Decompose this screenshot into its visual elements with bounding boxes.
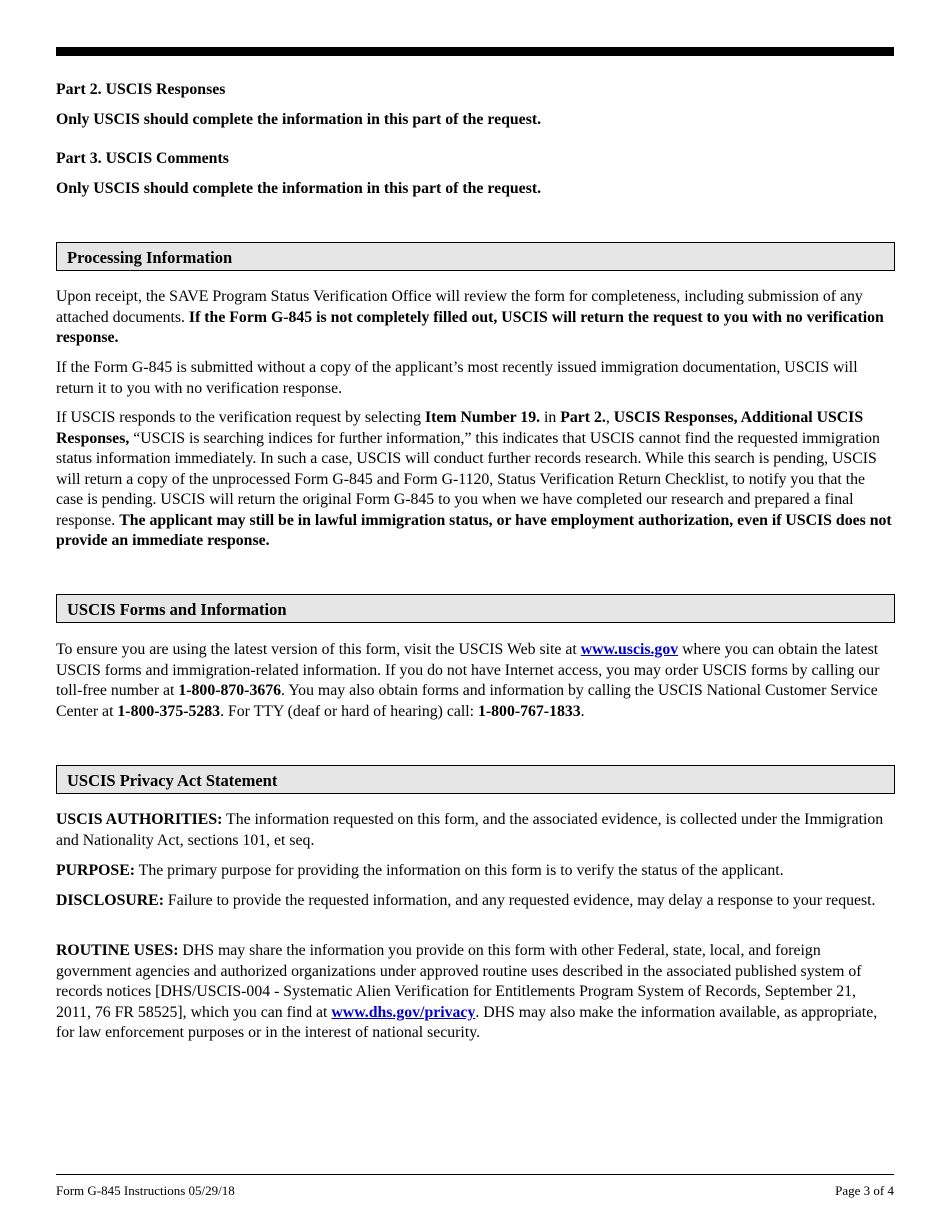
p3-g: “USCIS is searching indices for further information,” this indicates that USCIS cannot find the requested immigration status information immediately. In such a case, USCIS will conduct further records research. While this search is pending, USCIS will return a copy of the unprocessed Form G-845 and Form G-1120, Status Verification Return Checklist, to notify you that the case is pending. USCIS will return the original Form G-845 to you when we have completed our research and prepared a final response.	[56, 429, 880, 529]
privacy-header: USCIS Privacy Act Statement	[56, 765, 895, 794]
part2-note: Only USCIS should complete the information in this part of the request.	[56, 111, 542, 128]
processing-header: Processing Information	[56, 242, 895, 271]
processing-p1-bold: If the Form G-845 is not completely filled out, USCIS will return the request to you with no verification response.	[56, 308, 884, 346]
processing-paragraph-1	[56, 287, 894, 349]
disclosure-label: DISCLOSURE:	[56, 892, 164, 909]
p3-item-number: Item Number 19.	[424, 409, 541, 426]
part3-title: Part 3. USCIS Comments	[56, 150, 229, 167]
routine-text-1: DHS may share the information you provide on this form with other Federal, state, local, and foreign government agencies and authorized organizations under approved routine uses described in the associated published system of records notices [DHS/USCIS-004 - Systematic Alien Verification for Entitlements Program System of Records, September 21, 2011, 76 FR 58525], which you can find at	[56, 942, 862, 1021]
phone-tty: 1-800-767-1833	[478, 702, 581, 720]
forms-t2: where you can obtain the latest USCIS forms and immigration-related information. If you do not have Internet access, you may order USCIS forms by calling our toll-free number at	[56, 641, 880, 699]
forms-t3: . You may also obtain forms and information by calling the USCIS National Customer Service Center at	[56, 682, 878, 720]
forms-t4: . For TTY (deaf or hard of hearing) call:	[220, 702, 478, 720]
phone-ncsc: 1-800-375-5283	[117, 702, 221, 720]
p3-e: ,	[605, 409, 614, 426]
footer-form-id: Form G-845 Instructions 05/29/18	[56, 1183, 235, 1198]
privacy-authorities	[56, 810, 894, 851]
routine-label: ROUTINE USES:	[56, 942, 179, 959]
privacy-purpose	[56, 861, 894, 882]
processing-paragraph-3	[56, 408, 894, 552]
top-rule	[56, 47, 894, 56]
p3-part: Part 2.	[560, 409, 606, 426]
part2-title: Part 2. USCIS Responses	[56, 81, 226, 98]
p3-a: If USCIS responds to the verification request by selecting	[56, 409, 425, 426]
routine-text-2: . DHS may also make the information available, as appropriate, for law enforcement purposes or in the interest of national security.	[56, 1003, 878, 1041]
processing-paragraph-2: If the Form G-845 is submitted without a copy of the applicant’s most recently issued immigration documentation, USCIS will return it to you with no verification response.	[56, 359, 858, 397]
forms-t5: .	[580, 702, 585, 720]
forms-t1: To ensure you are using the latest version of this form, visit the USCIS Web site at	[56, 641, 581, 658]
dhs-privacy-link[interactable]: www.dhs.gov/privacy	[331, 1003, 476, 1021]
footer-rule	[56, 1174, 894, 1175]
authorities-label: USCIS AUTHORITIES:	[56, 811, 223, 828]
part3-note: Only USCIS should complete the information in this part of the request.	[56, 180, 542, 197]
p3-applicant-note: The applicant may still be in lawful immigration status, or have employment authorization, even if USCIS does not provide an immediate response.	[56, 511, 892, 549]
forms-paragraph	[56, 640, 894, 722]
p3-c: in	[540, 409, 561, 426]
privacy-routine-uses	[56, 941, 894, 1044]
uscis-website-link[interactable]: www.uscis.gov	[580, 641, 679, 658]
forms-header: USCIS Forms and Information	[56, 594, 895, 623]
disclosure-text: Failure to provide the requested information, and any requested evidence, may delay a response to your request.	[163, 892, 876, 909]
purpose-text: The primary purpose for providing the information on this form is to verify the status of the applicant.	[135, 862, 784, 879]
processing-p1-text: Upon receipt, the SAVE Program Status Verification Office will review the form for completeness, including submission of any attached documents.	[56, 288, 863, 326]
authorities-text: The information requested on this form, and the associated evidence, is collected under the Immigration and Nationality Act, sections 101, et seq.	[56, 811, 884, 849]
purpose-label: PURPOSE:	[56, 862, 135, 879]
p3-responses: USCIS Responses, Additional USCIS Responses,	[56, 409, 864, 447]
phone-toll-free: 1-800-870-3676	[178, 682, 282, 699]
privacy-disclosure	[56, 891, 894, 912]
footer-page-number: Page 3 of 4	[835, 1183, 894, 1198]
